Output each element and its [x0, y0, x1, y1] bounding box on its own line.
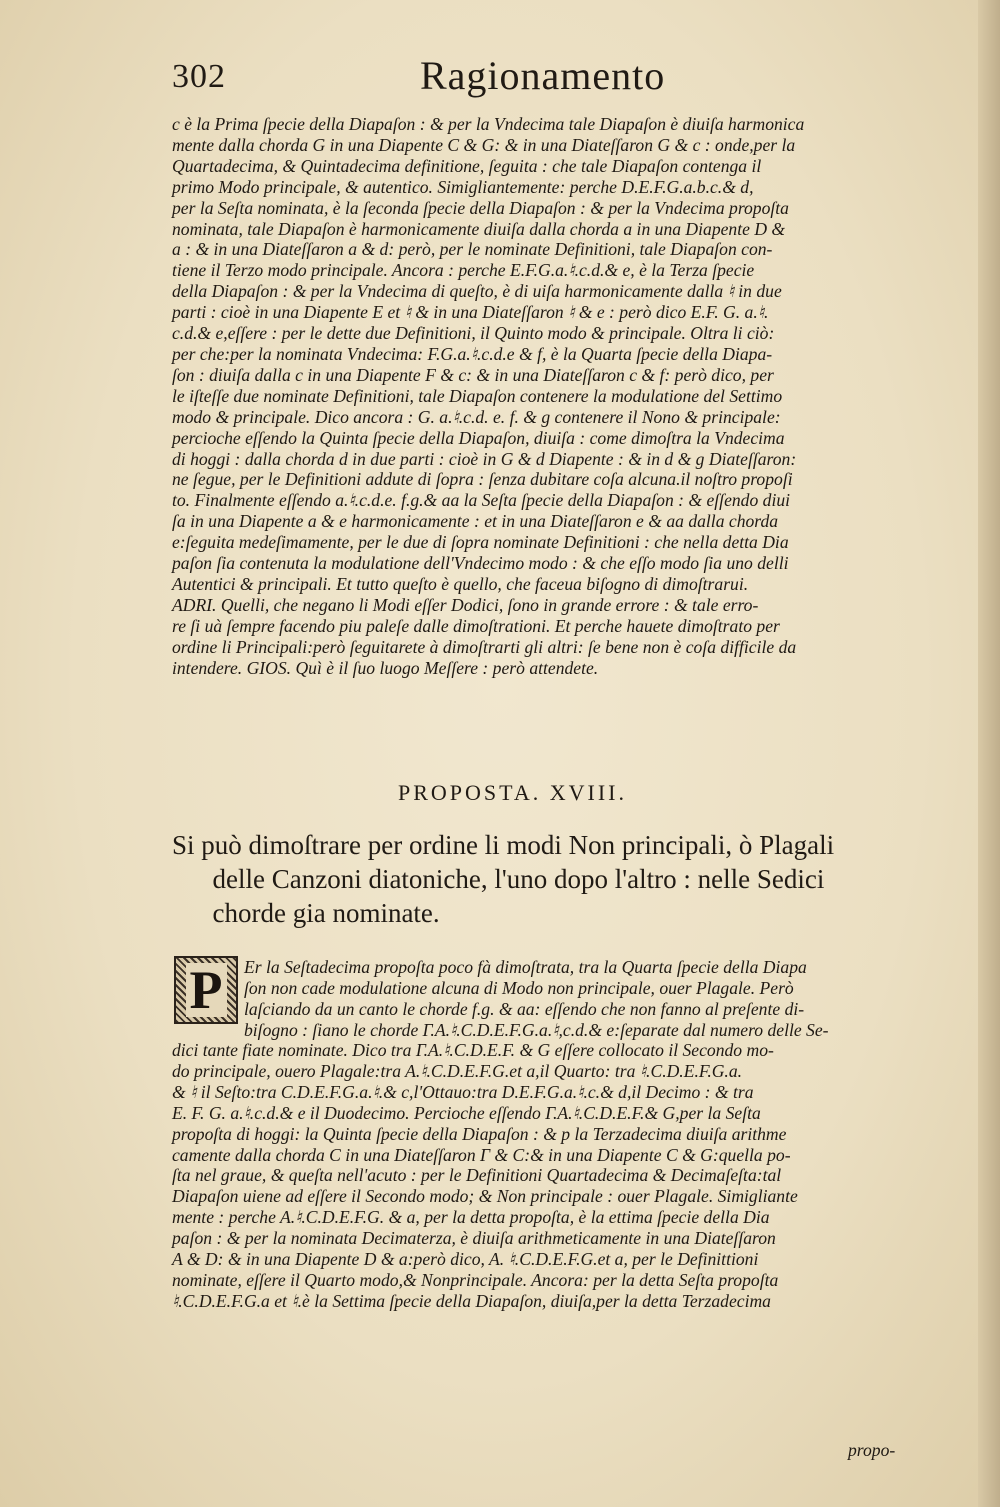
body-text-indented: Er la Seſtadecima propoſta poco fà dimoſtrata, tra la Quarta ſpecie della Diapa ſon non cade modulatione alcuna di Modo non principale, ouer Plagale. Però laſciando da un canto le chorde f.g. & aa: eſſendo che non fanno al preſente di- biſogno : ſiano le chorde Γ.A.♮.C.D.E.F.G.a.♮,c.d.& e:ſeparate dal numero delle Se-: [244, 957, 829, 1040]
proposition-statement: Si può dimoſtrare per ordine li modi Non principali, ò Plagali delle Canzoni diatoniche, l'uno dopo l'altro : nelle Sedici chorde gia nominate.: [172, 830, 835, 928]
top-text-block: c è la Prima ſpecie della Diapaſon : & per la Vndecima tale Diapaſon è diuiſa harmonica mente dalla chorda G in una Diapente C & G: & in una Diateſſaron G & c : onde,per la Quartadecima, & Quintadecima definitione, ſeguita : che tale Diapaſon contenga il primo Modo principale, & autentico. Simigliantemente: perche D.E.F.G.a.b.c.& d, per la Seſta nominata, è la ſeconda ſpecie della Diapaſon : & per la Vndecima propoſta nominata, tale Diapaſon è harmonicamente diuiſa dalla chorda a in una Diapente D & a : & in una Diateſſaron a & d: però, per le nominate Definitioni, tale Diapaſon con- tiene il Terzo modo principale. Ancora : perche E.F.G.a.♮.c.d.& e, è la Terza ſpecie della Diapaſon : & per la Vndecima di queſto, è di uiſa harmonicamente dalla ♮ in due parti : cioè in una Diapente E et ♮ & in una Diateſſaron ♮ & e : però dico E.F. G. a.♮. c.d.& e,eſſere : per le dette due Definitioni, il Quinto modo & principale. Oltra li ciò: per che:per la nominata Vndecima: F.G.a.♮.c.d.e & f, è la Quarta ſpecie della Diapa- ſon : diuiſa dalla c in una Diapente F & c: & in una Diateſſaron c & f: però dico, per le iſteſſe due nominate Definitioni, tale Diapaſon contenere la modulatione del Settimo modo & principale. Dico ancora : G. a.♮.c.d. e. f. & g contenere il Nono & principale: percioche eſſendo la Quinta ſpecie della Diapaſon, diuiſa : come dimoſtra la Vndecima di hoggi : dalla chorda d in due parti : cioè in G & d Diapente : & in d & g Diateſſaron: ne ſegue, per le Definitioni addute di ſopra : ſenza dubitare coſa alcuna.il noſtro propoſi to. Finalmente eſſendo a.♮.c.d.e. f.g.& aa la Seſta ſpecie della Diapaſon : & eſſendo diui ſa in una Diapente a & e harmonicamente : et in una Diateſſaron e & aa dalla chorda e:ſeguita medeſimamente, per le due di ſopra nominate Definitioni : che nella detta Dia paſon ſia contenuta la modulatione dell'Vndecimo modo : & che eſſo modo ſia uno delli Autentici & principali. Et tutto queſto è quello, che faceua biſogno di dimoſtrarui. ADRI. Quelli, che negano li Modi eſſer Dodici, ſono in grande errore : & tale erro- re ſi uà ſempre facendo piu paleſe dalle dimoſtrationi. Et perche hauete dimoſtrato per ordine li Principali:però ſeguitarete à dimoſtrarti gli altri: ſe bene non è coſa difficile da intendere. GIOS. Quì è il ſuo luogo Meſſere : però attendete.: [172, 114, 805, 678]
body-text-block: dici tante fiate nominate. Dico tra Γ.A.♮.C.D.E.F. & G eſſere collocato il Secondo mo- do principale, ouero Plagale:tra A.♮.C.D.E.F.G.et a,il Quarto: tra ♮.C.D.E.F.G.a. & ♮ il Seſto:tra C.D.E.F.G.a.♮.& c,l'Ottauo:tra D.E.F.G.a.♮.c.& d,il Decimo : & tra E. F. G. a.♮.c.d.& e il Duodecimo. Percioche eſſendo Γ.A.♮.C.D.E.F.& G,per la Seſta propoſta di hoggi: la Quinta ſpecie della Diapaſon : & p la Terzadecima diuiſa arithme camente dalla chorda C in una Diateſſaron Γ & C:& in una Diapente C & G:quella po- ſta nel graue, & queſta nell'acuto : per le Definitioni Quartadecima & Decimaſeſta:tal Diapaſon uiene ad eſſere il Secondo modo; & Non principale : ouer Plagale. Simigliante mente : perche A.♮.C.D.E.F.G. & a, per la detta propoſta, è la ettima ſpecie della Dia paſon : & per la nominata Decimaterza, è diuiſa arithmeticamente in una Diateſſaron A & D: & in una Diapente D & a:però dico, A. ♮.C.D.E.F.G.et a, per le Definittioni nominate, eſſere il Quarto modo,& Nonprincipale. Ancora: per la detta Seſta propoſta ♮.C.D.E.F.G.a et ♮.è la Settima ſpecie della Diapaſon, diuiſa,per la detta Terzadecima: [172, 1040, 798, 1311]
catchword: propo-: [848, 1440, 896, 1460]
page-edge-shadow: [978, 0, 1000, 1507]
decorated-initial: [174, 956, 238, 1024]
page-header: [172, 52, 912, 102]
section-heading: PROPOSTA. XVIII.: [398, 780, 627, 805]
page-number: 302: [172, 58, 226, 95]
running-head: Ragionamento: [420, 53, 666, 98]
drop-cap-letter: P: [186, 963, 227, 1017]
